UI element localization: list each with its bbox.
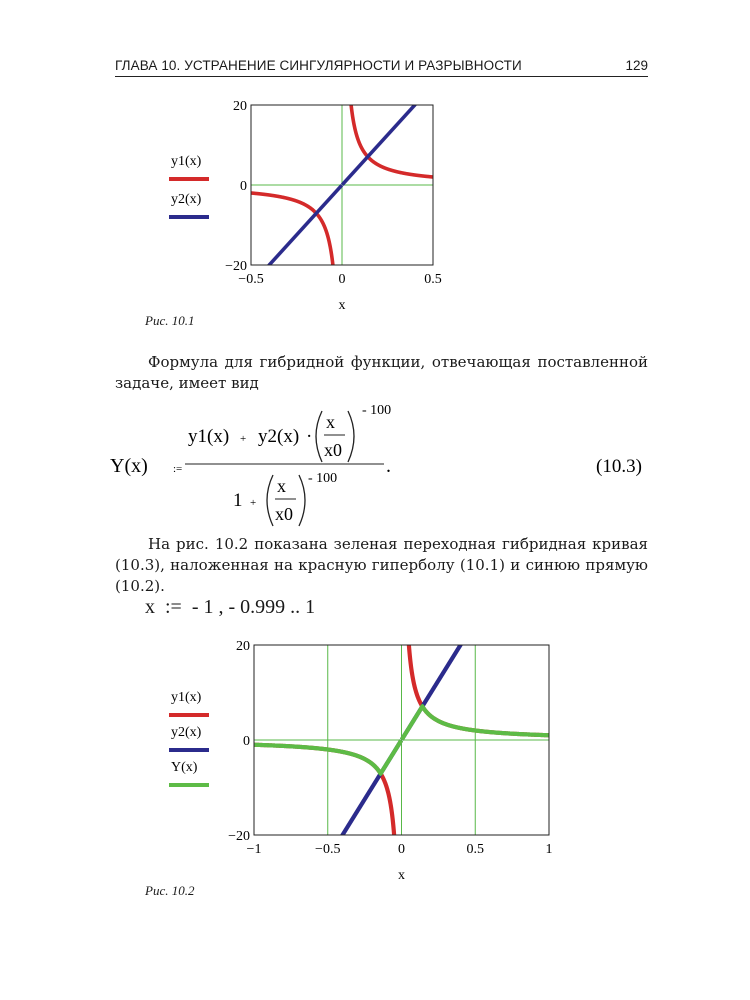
- numerator-y2: y2(x): [258, 426, 300, 447]
- legend-label: Y(x): [171, 760, 198, 775]
- page-number: 129: [625, 58, 648, 73]
- range-definition: x := - 1 , - 0.999 .. 1: [145, 596, 316, 618]
- paragraph-text: Формула для гибридной функции, отвечающая поставленной задаче, имеет вид: [115, 353, 648, 392]
- legend-label: y2(x): [171, 725, 202, 740]
- equation-number: (10.3): [596, 456, 642, 477]
- frac-numerator-x: x: [326, 412, 335, 432]
- x-tick-label: −0.5: [238, 272, 264, 287]
- chapter-title: ГЛАВА 10. УСТРАНЕНИЕ СИНГУЛЯРНОСТИ И РАЗРЫВНОСТИ: [115, 58, 522, 73]
- den-left-paren: [267, 475, 273, 526]
- y-tick-label: 20: [236, 639, 250, 654]
- figure-10-1-chart: [150, 95, 470, 325]
- y-tick-label: −20: [225, 259, 247, 274]
- y-tick-label: −20: [228, 829, 250, 844]
- y-tick-label: 20: [233, 99, 247, 114]
- x-tick-label: −0.5: [315, 842, 341, 857]
- x-tick-label: −1: [246, 842, 262, 857]
- den-exponent: - 100: [308, 471, 338, 486]
- y-tick-label: 0: [243, 734, 250, 749]
- den-frac-denominator-x0: x0: [275, 504, 293, 524]
- figure-10-2-chart: [150, 633, 580, 888]
- frac-denominator-x0: x0: [324, 440, 342, 460]
- legend-label: y1(x): [171, 690, 202, 705]
- formula-lhs: Y(x): [110, 455, 148, 477]
- right-paren: [348, 411, 354, 462]
- x-tick-label: 0.5: [466, 842, 484, 857]
- dot-operator: ·: [306, 426, 313, 447]
- figure-caption-10-2: Рис. 10.2: [145, 883, 195, 898]
- legend: [169, 154, 209, 217]
- x-axis-label: x: [338, 298, 346, 313]
- running-header: [115, 56, 648, 77]
- paragraph-figure-description: [115, 534, 648, 597]
- denominator-plus: +: [250, 497, 257, 509]
- x-tick-label: 0: [398, 842, 405, 857]
- formula-10-3: [110, 398, 655, 533]
- x-tick-label: 0: [338, 272, 346, 287]
- plot-area: [228, 633, 552, 883]
- denominator-one: 1: [233, 490, 243, 511]
- x-axis-label: x: [398, 868, 405, 883]
- den-right-paren: [299, 475, 305, 526]
- paragraph-formula-intro: [115, 352, 648, 394]
- left-paren: [316, 411, 322, 462]
- formula-period: .: [386, 455, 391, 477]
- numerator-y1: y1(x): [188, 426, 230, 447]
- den-frac-numerator-x: x: [277, 476, 286, 496]
- plus-operator: +: [240, 433, 247, 445]
- y-tick-label: 0: [240, 179, 247, 194]
- plot-area: [225, 95, 442, 313]
- legend-label: y2(x): [171, 192, 202, 207]
- figure-caption-10-1: Рис. 10.1: [145, 313, 195, 328]
- legend-label: y1(x): [171, 154, 202, 169]
- x-tick-label: 1: [545, 842, 553, 857]
- legend: [169, 690, 209, 785]
- exponent: - 100: [362, 403, 392, 418]
- x-tick-label: 0.5: [424, 272, 442, 287]
- assign-operator: :=: [173, 463, 183, 475]
- paragraph-text: На рис. 10.2 показана зеленая переходная гибридная кривая (10.3), наложенная на красную гиперболу (10.1) и синюю прямую (10.2).: [115, 535, 648, 595]
